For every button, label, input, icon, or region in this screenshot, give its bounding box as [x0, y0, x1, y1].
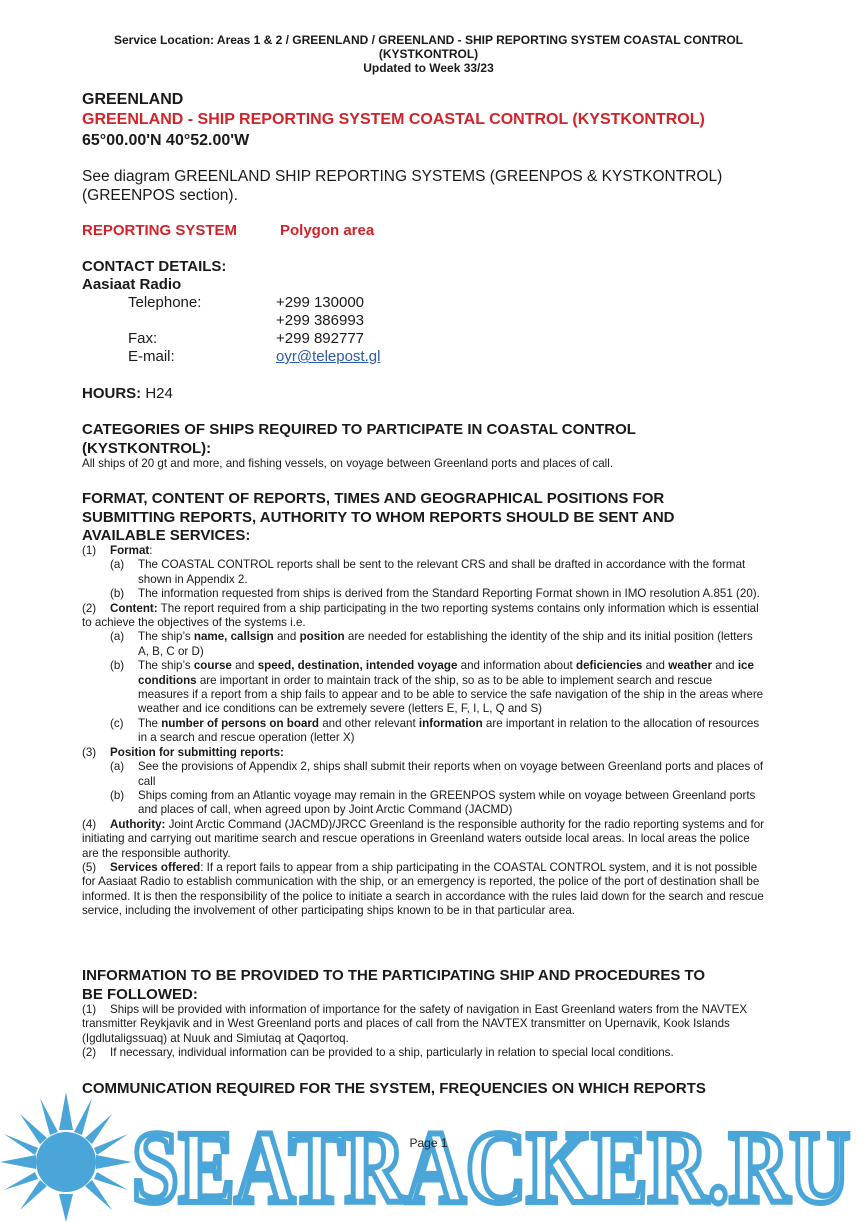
fax-label: Fax:	[128, 330, 158, 347]
item-title: Services offered	[110, 860, 201, 874]
format-heading-line-3: AVAILABLE SERVICES:	[82, 527, 251, 544]
item-title: Format	[110, 544, 150, 557]
item-text: and other relevant	[319, 716, 419, 730]
country-title: GREENLAND	[82, 91, 184, 108]
item-bold: ice conditions	[138, 659, 754, 687]
format-item-2b	[82, 659, 764, 717]
format-item-3b	[82, 789, 764, 818]
item-bold: weather	[668, 659, 713, 673]
item-text: are important in order to maintain track of the ship, so as to be able to implement search and rescue measures if a report from a ship fails to appear and to be able to service the safe navigation of the ship in the areas where weather and ice conditions can be extremely severe (letters E, F, I, L, Q and S)	[138, 673, 764, 716]
item-text: The ship’s	[138, 630, 194, 644]
information-heading-line-2: BE FOLLOWED:	[82, 985, 198, 1003]
information-list	[82, 1003, 764, 1061]
item-text: are needed for establishing the identity of the ship and its initial position (letters A, B, C or D)	[138, 630, 753, 658]
format-item-4	[82, 818, 764, 861]
communication-heading: COMMUNICATION REQUIRED FOR THE SYSTEM, FREQUENCIES ON WHICH REPORTS	[82, 1080, 706, 1097]
item-punct: :	[149, 544, 153, 557]
item-title: Position for submitting reports:	[110, 745, 284, 759]
list-letter: (a)	[110, 630, 125, 644]
hours-line	[82, 385, 173, 403]
format-item-2c	[82, 717, 764, 746]
contact-heading: CONTACT DETAILS:	[82, 258, 227, 275]
format-heading-line-1: FORMAT, CONTENT OF REPORTS, TIMES AND GEOGRAPHICAL POSITIONS FOR	[82, 490, 665, 507]
reporting-system-label: REPORTING SYSTEM	[82, 222, 238, 239]
item-bold: deficiencies	[576, 659, 643, 673]
header-line-1: Service Location: Areas 1 & 2 / GREENLAND / GREENLAND - SHIP REPORTING SYSTEM COASTAL CONTROL	[114, 33, 743, 47]
categories-heading-line-1: CATEGORIES OF SHIPS REQUIRED TO PARTICIPATE IN COASTAL CONTROL	[82, 421, 636, 438]
sun-logo-icon	[0, 1092, 132, 1222]
item-text: Ships will be provided with information of importance for the safety of navigation in East Greenland waters from the NAVTEX transmitter Reykjavik and in West Greenland ports and places of call from the NAVTEX transmitter on Upernavik, Kook Islands (Igdlutaligssuaq) at Nuuk and Simiutaq at Qaqortoq.	[82, 1003, 748, 1045]
header-line-3: Updated to Week 33/23	[363, 61, 494, 75]
information-heading-line-1: INFORMATION TO BE PROVIDED TO THE PARTICIPATING SHIP AND PROCEDURES TO	[82, 967, 706, 984]
item-text: and	[273, 630, 300, 644]
item-bold: course	[193, 659, 232, 673]
item-text: The COASTAL CONTROL reports shall be sent to the relevant CRS and shall be drafted in accordance with the format shown in Appendix 2.	[138, 558, 746, 586]
item-text: The information requested from ships is derived from the Standard Reporting Format shown in IMO resolution A.851 (20).	[138, 587, 760, 601]
service-location-header	[60, 33, 797, 75]
format-item-1	[82, 544, 764, 558]
list-number: (2)	[82, 601, 97, 615]
telephone-label: Telephone:	[128, 294, 202, 311]
item-bold: number of persons on board	[161, 716, 320, 730]
contact-station: Aasiaat Radio	[82, 276, 182, 293]
email-link[interactable]: oyr@telepost.gl	[276, 348, 381, 365]
format-item-2	[82, 602, 764, 631]
information-item-1	[82, 1003, 764, 1046]
item-text: The ship’s	[138, 659, 194, 673]
format-item-1a	[82, 558, 764, 587]
format-item-2a	[82, 630, 764, 659]
telephone-1: +299 130000	[276, 294, 365, 311]
format-heading-line-2: SUBMITTING REPORTS, AUTHORITY TO WHOM REPORTS SHOULD BE SENT AND	[82, 508, 675, 526]
header-line-2: (KYSTKONTROL)	[378, 47, 479, 61]
information-heading	[82, 967, 782, 1004]
format-item-5	[82, 861, 764, 919]
item-text: : If a report fails to appear from a ship participating in the COASTAL CONTROL system, and it is not possible for Aasiaat Radio to establish communication with the ship, or an emergency is reported, the police of the port of destination shall be informed. It is then the responsibility of the police to initiate a search in accordance with the rules laid down for the search and rescue service, including the involvement of other participating ships known to be in that particular area.	[82, 860, 764, 918]
list-number: (3)	[82, 745, 97, 759]
list-letter: (a)	[110, 760, 125, 774]
email-label: E-mail:	[128, 348, 175, 365]
item-bold: position	[299, 630, 345, 644]
list-number: (4)	[82, 817, 97, 831]
watermark-text: SEATRACKER.RU	[132, 1116, 850, 1212]
list-letter: (b)	[110, 788, 125, 802]
list-number: (1)	[82, 1003, 97, 1016]
hours-label: HOURS:	[82, 385, 142, 402]
seatracker-watermark	[132, 1116, 852, 1212]
item-bold: name, callsign	[193, 630, 274, 644]
categories-heading-line-2: (KYSTKONTROL):	[82, 439, 212, 457]
item-text: The report required from a ship participating in the two reporting systems contains only information which is essential to achieve the objectives of the systems i.e.	[82, 601, 759, 630]
list-number: (5)	[82, 860, 97, 874]
item-text: and information about	[457, 659, 576, 673]
fax-number: +299 892777	[276, 330, 365, 347]
categories-heading	[82, 421, 782, 458]
item-bold: speed, destination, intended voyage	[257, 659, 458, 673]
reporting-system-value: Polygon area	[280, 222, 375, 239]
item-text: The	[138, 716, 162, 730]
information-item-2	[82, 1046, 764, 1060]
categories-text: All ships of 20 gt and more, and fishing vessels, on voyage between Greenland ports and places of call.	[82, 457, 614, 470]
item-text: Ships coming from an Atlantic voyage may remain in the GREENPOS system while on voyage between Greenland ports and places of call, when agreed upon by Joint Arctic Command (JACMD)	[138, 788, 756, 817]
format-list	[82, 544, 764, 919]
item-bold: information	[418, 716, 483, 730]
list-number: (2)	[82, 1046, 97, 1060]
item-text: and	[231, 659, 258, 673]
format-heading	[82, 490, 782, 546]
list-letter: (c)	[110, 716, 124, 730]
item-title: Authority:	[110, 817, 166, 831]
list-letter: (b)	[110, 659, 125, 673]
format-item-3	[82, 746, 764, 760]
item-title: Content:	[110, 601, 158, 615]
hours-value: H24	[145, 385, 173, 402]
item-text: and	[712, 659, 738, 673]
intro-line-1: See diagram GREENLAND SHIP REPORTING SYSTEMS (GREENPOS & KYSTKONTROL)	[82, 168, 723, 185]
intro-paragraph	[82, 167, 764, 205]
position-coordinates: 65°00.00'N 40°52.00'W	[82, 132, 250, 149]
list-letter: (b)	[110, 587, 125, 601]
list-number: (1)	[82, 544, 97, 557]
telephone-2: +299 386993	[276, 312, 365, 329]
format-item-1b	[82, 587, 764, 601]
item-text: If necessary, individual information can be provided to a ship, particularly in relation to special local conditions.	[110, 1046, 674, 1060]
item-text: and	[642, 659, 669, 673]
list-letter: (a)	[110, 558, 125, 572]
format-item-3a	[82, 760, 764, 789]
item-text: are important in relation to the allocation of resources in a search and rescue operation (letter X)	[138, 716, 760, 745]
item-text: Joint Arctic Command (JACMD)/JRCC Greenland is the responsible authority for the radio reporting systems and for initiating and carrying out maritime search and rescue operations in Greenland waters outside local areas. In local areas the police are the responsible authority.	[82, 817, 764, 860]
page-number: Page 1	[409, 1136, 448, 1150]
system-title: GREENLAND - SHIP REPORTING SYSTEM COASTAL CONTROL (KYSTKONTROL)	[82, 111, 705, 128]
item-text: See the provisions of Appendix 2, ships shall submit their reports when on voyage between Greenland ports and places of call	[138, 760, 764, 788]
intro-line-2: (GREENPOS section).	[82, 187, 238, 204]
